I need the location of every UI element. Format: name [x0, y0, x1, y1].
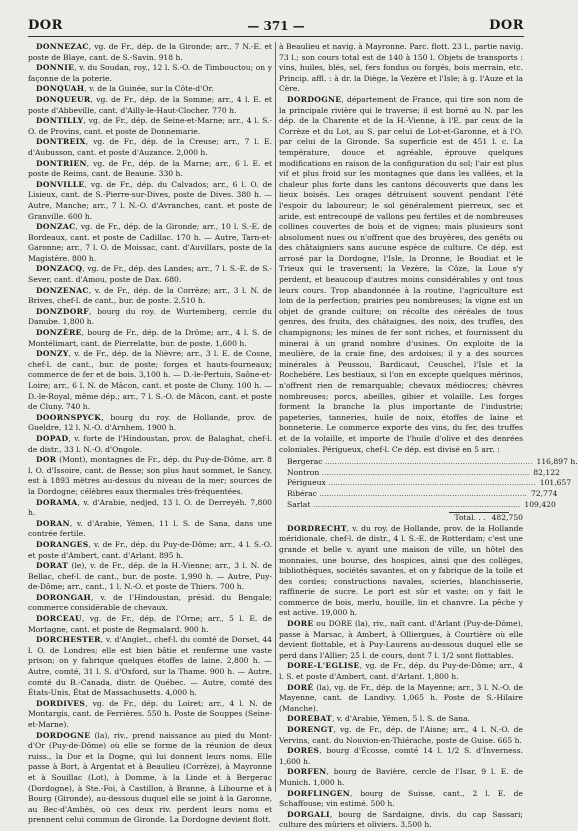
entry-headword: DONTREIX	[36, 137, 86, 147]
total-row	[279, 513, 523, 524]
entry-headword: DONZÈRE	[36, 328, 82, 338]
dictionary-entry	[28, 264, 272, 285]
entry-text: ou DORE (la), riv., naît cant. d'Arlant (Puy-de-Dôme), passe à Marsac, à Ambert, à Olliergues, à Courtière où elle devient flottable, et à Puy-Laurens au-dessous duquel elle se perd dans l'Allier; 25 l. de cours, dont 7 l. 1/2 sont flottables.	[279, 619, 523, 660]
entry-text: , v. d'Anglet., chef-l. du comté de Dorset, 44 l. O. de Londres; elle est bien bâtie et renferme une vaste prison; on y fabrique quelques étoffes de laine. 2,800 h. — Autre, comté, 31 l. S. d'Oxford, sur la Thame. 900 h. — Autre, comté du B.-Canada, distr. de Québec. — Autre, comté des États-Unis, État de Massachusetts. 4,000 h.	[28, 635, 272, 698]
dictionary-entry	[28, 614, 272, 635]
entry-text: (Mont), montagnes de Fr., dép. du Puy-de-Dôme, arr. 8 l. O. d'Issoire, cant. de Besse; son plus haut sommet, le Sancy, est à 1893 mètres au-dessus du niveau de la mer; sources de la Dordogne; célèbres eaux thermales très-fréquentées.	[28, 455, 272, 496]
dictionary-entry	[28, 159, 272, 180]
arrondissement-name: Périgueux .....	[287, 478, 536, 489]
entry-headword: DONZDORF	[36, 306, 89, 316]
dictionary-entry	[28, 222, 272, 264]
arrondissement-name: Ribérac .....	[287, 489, 527, 500]
dictionary-entry	[279, 524, 523, 619]
dictionary-entry	[28, 307, 272, 328]
dictionary-entry	[279, 789, 523, 810]
dictionary-entry	[28, 455, 272, 497]
entry-headword: DOORNSPYCK	[36, 412, 102, 422]
entry-text: (le), v. de Fr., dép. de la H.-Vienne; arr., 3 l. N. de Bellac, chef-l. de cant., bur. de poste. 1,990 h. — Autre, Puy-de-Dôme; arr., cant., 1 l. N.-O. et poste de Thiers. 700 h.	[28, 561, 272, 592]
entry-headword: DORES	[287, 746, 320, 756]
entry-text: , vg. de Fr., dép. de la Somme; arr., 4 l. E. et poste d'Abbeville, cant. d'Ailly-le-Haut-Clocher. 770 h.	[28, 94, 272, 115]
entry-text: , v. d'Arabie, Yémen, 11 l. S. de Sana, dans une contrée fertile.	[28, 518, 272, 539]
entry-text: , bourg d'Écosse, comté 14 l. 1/2 S. d'Inverness. 1,600 h.	[279, 746, 523, 766]
text-columns	[28, 42, 578, 830]
entry-headword: DORCHESTER	[36, 635, 101, 645]
entry-text: , vg. de Fr., dép. de l'Orne; arr., 5 l. E. de Mortagne, cant. et poste de Regmalard. 900 h.	[28, 614, 272, 634]
arrondissement-name: Sarlat .....	[287, 500, 520, 511]
entry-headword: DONQUEUR	[36, 94, 91, 104]
arrondissement-row	[287, 499, 556, 511]
entry-headword: DONVILLE	[36, 179, 85, 189]
entry-text: , vg. de Fr., dép. de la Marne; arr., 6 l. E. et poste de Reims, cant. de Beaune. 330 h.	[28, 158, 272, 179]
entry-text: , vg. de Fr., dép. des Landes; arr., 7 l. S.-E. de S.-Sever, cant. d'Amou, poste de Dax. 680.	[28, 264, 272, 285]
arrondissement-name: Nontron .....	[287, 468, 529, 479]
entry-headword: DONZACQ	[36, 264, 83, 274]
entry-text: , vg. de Fr., dép. de la Creuse; arr., 7 l. E. d'Aubusson, cant. et poste d'Auzance. 2,000 h.	[28, 137, 272, 157]
dictionary-entry	[28, 413, 272, 434]
entry-headword: DORAT	[36, 561, 69, 571]
entry-headword: DORÉ	[287, 682, 314, 692]
entry-headword: DORAMA	[36, 497, 78, 507]
column-divider	[275, 42, 276, 792]
entry-headword: DORFLINGEN	[287, 788, 350, 798]
dictionary-entry	[28, 519, 272, 540]
entry-text: à Beaulieu et navig. à Mayronne. Parc. flott. 23 l., partie navig. 73 l.; son cours total est de 140 à 150 l. Objets de transports : vins, huiles, blés, sel, fers fondus ou forgés, bois merrain, etc. Princip. affl. : à dr. la Diège, la Vezère et l'Isle; à g. l'Auze et la Cère.	[279, 42, 523, 94]
dictionary-entry	[279, 746, 523, 767]
right-column	[279, 42, 578, 830]
dictionary-entry	[279, 810, 523, 831]
dictionary-entry	[28, 349, 272, 413]
dictionary-entry	[28, 635, 272, 699]
entry-headword: DORANGES	[36, 539, 89, 549]
header-right-word: DOR	[489, 18, 524, 33]
dictionary-entry	[279, 683, 523, 715]
entry-headword: DORDIVES	[36, 698, 86, 708]
dictionary-entry	[28, 561, 272, 593]
left-column	[28, 42, 272, 825]
dictionary-entry	[279, 725, 523, 746]
entry-headword: DORCEAU	[36, 614, 82, 624]
right-entries	[279, 524, 523, 831]
entry-headword: DONQUAH	[36, 84, 85, 94]
entry-text: , v. de Fr., dép. de la Corrèze; arr., 3 l. N. de Brives, chef-l. de cant., bur. de poste. 2,510 h.	[28, 285, 272, 306]
dictionary-entry	[279, 95, 523, 455]
entry-headword: DOREBAT	[287, 714, 332, 724]
dictionary-entry	[28, 498, 272, 519]
entry-text: (la), vg. de Fr., dép. de la Mayenne; arr., 3 l. N.-O. de Mayenne, cant. de Landivy. 1,065 h. Poste de S.-Hilaire (Manche).	[279, 682, 523, 713]
entry-headword: DORDOGNE	[287, 94, 342, 104]
entry-text: , bourg du roy. de Hollande, prov. de Gueldre, 12 l. N.-O. d'Arnhem. 1900 h.	[28, 412, 272, 433]
dictionary-entry	[28, 286, 272, 307]
entry-headword: DONZAC	[36, 222, 76, 232]
page-header	[28, 12, 524, 37]
entry-text: , v. de Fr., dép. de la Nièvre; arr., 3 l. E. de Cosne, chef-l. de cant., bur. de poste; forges et hauts-fourneaux; commerce de fer et de bois. 3,100 h. — D.-le-Pertuis, Saône-et-Loire; arr., 6 l. N. de Mâcon, cant. et poste de Cluny. 100 h. — D.-le-Royal, même dép.; arr., 7 l. S.-O. de Mâcon, cant. et poste de Cluny. 740 h.	[28, 349, 272, 412]
entry-text: , v. de Fr., dép. du Puy-de-Dôme; arr., 4 l. S.-O. et poste d'Ambert, cant. d'Arlant. 895 h.	[28, 539, 272, 560]
entry-headword: DORE	[287, 619, 314, 629]
entry-text: , vg. de Fr., dép. du Loiret; arr., 4 l. N. de Montargis, cant. de Ferrières. 550 h. Poste de Souppes (Seine-et-Marne).	[28, 698, 272, 729]
entry-text: , bourg de Suisse, cant., 2 l. E. de Schaffouse; vin estimé. 500 h.	[279, 788, 523, 809]
right-intro-entries	[279, 42, 523, 455]
dictionary-entry	[279, 714, 523, 725]
entry-headword: DORENGT	[287, 725, 334, 734]
entry-headword: DONZY	[36, 349, 69, 359]
dictionary-entry	[28, 540, 272, 561]
arrondissement-population: 82,122	[533, 467, 560, 477]
dictionary-entry	[28, 328, 272, 349]
entry-headword: DORFEN	[287, 767, 327, 777]
entry-headword: DORGALI	[287, 809, 330, 819]
entry-headword: DOR	[36, 455, 57, 465]
entry-headword: DORDOGNE	[36, 730, 91, 740]
total-value: 482,750	[491, 513, 523, 523]
entry-text: , bourg du roy. de Wurtemberg, cercle du Danube. 1,800 h.	[28, 306, 272, 327]
arrondissement-population: 101,657	[539, 478, 572, 488]
entry-text: , v. de la Guinée, sur la Côte-d'Or.	[84, 84, 214, 94]
arrondissement-row	[287, 467, 560, 479]
arrondissement-population: 109,420	[524, 499, 556, 509]
dictionary-entry	[28, 434, 272, 455]
entry-text: , vg. de Fr., dép. du Puy-de-Dôme; arr., 4 l. S. et poste d'Ambert, cant. d'Arlant. 1,800 h.	[279, 661, 523, 682]
entry-headword: DONZENAC	[36, 285, 89, 295]
entry-text: , vg. de Fr., dép. de la Gironde; arr., 7 N.-E. et poste de Blaye, cant. de S.-Savin. 918 h.	[28, 42, 272, 62]
dictionary-entry	[279, 661, 523, 682]
dictionary-entry	[28, 95, 272, 116]
total-label: Total. . .	[454, 513, 486, 523]
entry-headword: DONTILLY	[36, 116, 84, 126]
dictionary-entry	[28, 137, 272, 158]
entry-headword: DONTRIEN	[36, 158, 87, 168]
entry-headword: DORONGAH	[36, 592, 92, 602]
entry-text: , vg. de Fr., dép. de la Gironde; arr., 10 l. S.-E. de Bordeaux, cant. et poste de Cadillac. 170 h. — Autre, Tarn-et-Garonne; arr., 7 l. O. de Moissac, cant. d'Auvillars, poste de la Magistère. 800 h.	[28, 222, 272, 263]
dictionary-entry	[28, 699, 272, 731]
arrondissement-name: Bergerac .....	[287, 457, 533, 468]
dictionary-entry	[28, 84, 272, 95]
entry-text: , bourg de Fr., dép. de la Drôme; arr., 4 l. S. de Montélimart, cant. de Pierrelatte, bur. de poste. 1,600 h.	[28, 328, 272, 348]
entry-text: , vg. de Fr., dép. du Calvados; arr., 6 l. O. de Lisieux, cant. de S.-Pierre-sur-Dives, poste de Dives. 380 h. — Autre, Manche; arr., 7 l. N.-O. d'Avranches, cant. et poste de Granville. 600 h.	[28, 179, 272, 221]
entry-text: , bourg de Bavière, cercle de l'Isar, 9 l. E. de Munich. 1,000 h.	[279, 767, 523, 787]
entry-text: , v. de l'Hindoustan, présid. du Bengale; commerce considérable de chevaux.	[28, 592, 272, 613]
page-number: — 371 —	[247, 19, 305, 33]
arrondissement-row	[287, 488, 558, 500]
dictionary-entry	[28, 116, 272, 137]
dictionary-entry	[28, 63, 272, 84]
arrondissement-population: 72,774	[530, 488, 558, 498]
dictionary-entry	[279, 767, 523, 788]
dictionary-entry	[28, 180, 272, 222]
entry-headword: DONNIE	[36, 63, 75, 73]
entry-text: , bourg de Sardaigne, divis. du cap Sassari; culture des mûriers et oliviers. 3,500 h.	[279, 809, 523, 830]
dictionary-entry	[28, 731, 272, 826]
entry-text: , vg. de Fr., dép. de Seine-et-Marne; arr., 4 l. S.-O. de Provins, cant. et poste de Donnemarie.	[28, 116, 272, 136]
entry-text: , v. du Soudan, roy., 12 l. S.-O. de Timbouctou; on y façonne de la poterie.	[28, 63, 272, 83]
entry-text: , v. d'Arabie, nedjed, 13 l. O. de Derreyéh. 7,800 h.	[28, 497, 272, 518]
header-left-word: DOR	[28, 18, 63, 33]
entry-headword: DORE-L'EGLISE	[287, 661, 360, 671]
entry-text: , département de France, qui tire son nom de la principale rivière qui le traverse; il est borné au N. par les dép. de la Charente et de la H.-Vienne, à l'E. par ceux de la Corrèze et du Lot, au S. par celui de Lot-et-Garonne, et à l'O. par celui de la Gironde. Sa superficie est de 451 l. c. La température, douce et agréable, éprouve quelques modifications en raison de la configuration du sol; l'air est plus vif et plus froid sur les montagnes que dans les vallées, et la chaleur plus forte dans les cantons découverts que dans les lieux boisés. Les orages détruisent souvent pendant l'été l'espoir du laboureur; le sol généralement pierreux, sec et aride, est entrecoupé de vallons peu fertiles et de nombreuses collines couvertes de bois et de vignes; mais plusieurs sont absolument nues ou n'offrent que des bruyères, des genêts ou des châtaigniers sans aucune espèce de culture. Ce dép. est arrosé par la Dordogne, l'Isle, la Dronne, le Boudiat et le Trieux qui le traversent; la Vezère, la Côze, la Loue s'y perdent, et beaucoup d'autres moins considérables y ont tous leurs cours. Trop abandonnée à la routine, l'agriculture est loin de la perfection; prairies peu nombreuses; la vigne est un objet de grande culture; on récolte des céréales de tous genres, des fruits, des châtaignes, des noix, des truffes, des champignons; les mines de fer sont riches, et fournissent du minerai à un grand nombre d'usines. On exploite de la meulière, de la craie fine, des ardoises; il y a des sources minérales à Peussou, Bardicaut, Ceuschel, l'Isle et la Rochebére. Les bestiaux, si l'on en excepte quelques mérinos, n'offrent rien de remarquable; chevaux médiocres; chèvres nombreuses; porcs, abeilles, gibier et volaille. Les forges forment la branche la plus importante de l'industrie; papeteries, tanneries, huile de noix, étoffes de laine et bonneterie. Le commerce exporte des vins, du fer, des truffes et de la volaille, et importe de l'huile d'olive et des denrées coloniales. Périgueux, chef-l. Ce dép. est divisé en 5 arr. :	[279, 94, 523, 454]
dictionary-entry	[28, 593, 272, 614]
entry-headword: DONNEZAC	[36, 42, 89, 51]
entry-headword: DOPAD	[36, 433, 69, 443]
entry-text: , v. d'Arabie, Yémen, 5 l. S. de Sana.	[331, 714, 471, 724]
arrondissement-row	[287, 457, 578, 468]
dictionary-entry	[28, 42, 272, 63]
arrondissement-table	[287, 457, 578, 510]
entry-headword: DORAN	[36, 518, 70, 528]
dictionary-entry	[279, 619, 523, 661]
entry-text: , v. forte de l'Hindoustan, prov. de Balaghat, chef-l. de distr., 33 l. N.-O. d'Ongole.	[28, 433, 272, 454]
entry-text: (la), riv., prend naissance au pied du Mont-d'Or (Puy-de-Dôme) où elle se forme de la réunion de deux ruiss., la Dor et la Dogne, qui lui donnent leurs noms. Elle passe à Bort, à Argentat et à Beaulieu (Corrèze), à Mayronne et à Souillac (Lot), à Domme, à la Linde et à Bergerac (Dordogne), à Ste.-Foi, à Castillon, à Branne, à Libourne et à Bourg (Gironde), au-dessous duquel elle se joint à la Garonne, au Bec-d'Ambès, où ces deux riv. perdent leurs noms et prennent celui commun de Gironde. La Dordogne devient flott.	[28, 730, 272, 825]
entry-headword: DORDRECHT	[287, 523, 347, 533]
arrondissement-row	[287, 478, 572, 489]
dictionary-entry	[279, 42, 523, 95]
arrondissement-population: 116,897 h.	[536, 457, 578, 467]
entry-text: , v. du roy. de Hollande, prov. de la Hollande méridionale, chef-l. de distr., 4 l. S.-E. de Rotterdam; c'est une grande et belle v. ayant une maison de ville, un hôtel des monnaies, une bourse, des hospices, ainsi que des collèges, bibliothèques, sociétés savantes, et on y fabrique de la toile et des cordes; constructions navales, scieries, blanchisserie, raffinerie de sucre. Le port est sûr et vaste; on y fait le commerce de bois, merlu, houille, lin et chanvre. La pêche y est active. 19,000 h.	[279, 523, 523, 618]
entry-text: , vg. de Fr., dép. de l'Aisne; arr., 4 l. N.-O. de Vervins, cant. du Nouvion-en-Thiérache, poste de Guise. 665 h.	[279, 725, 523, 745]
